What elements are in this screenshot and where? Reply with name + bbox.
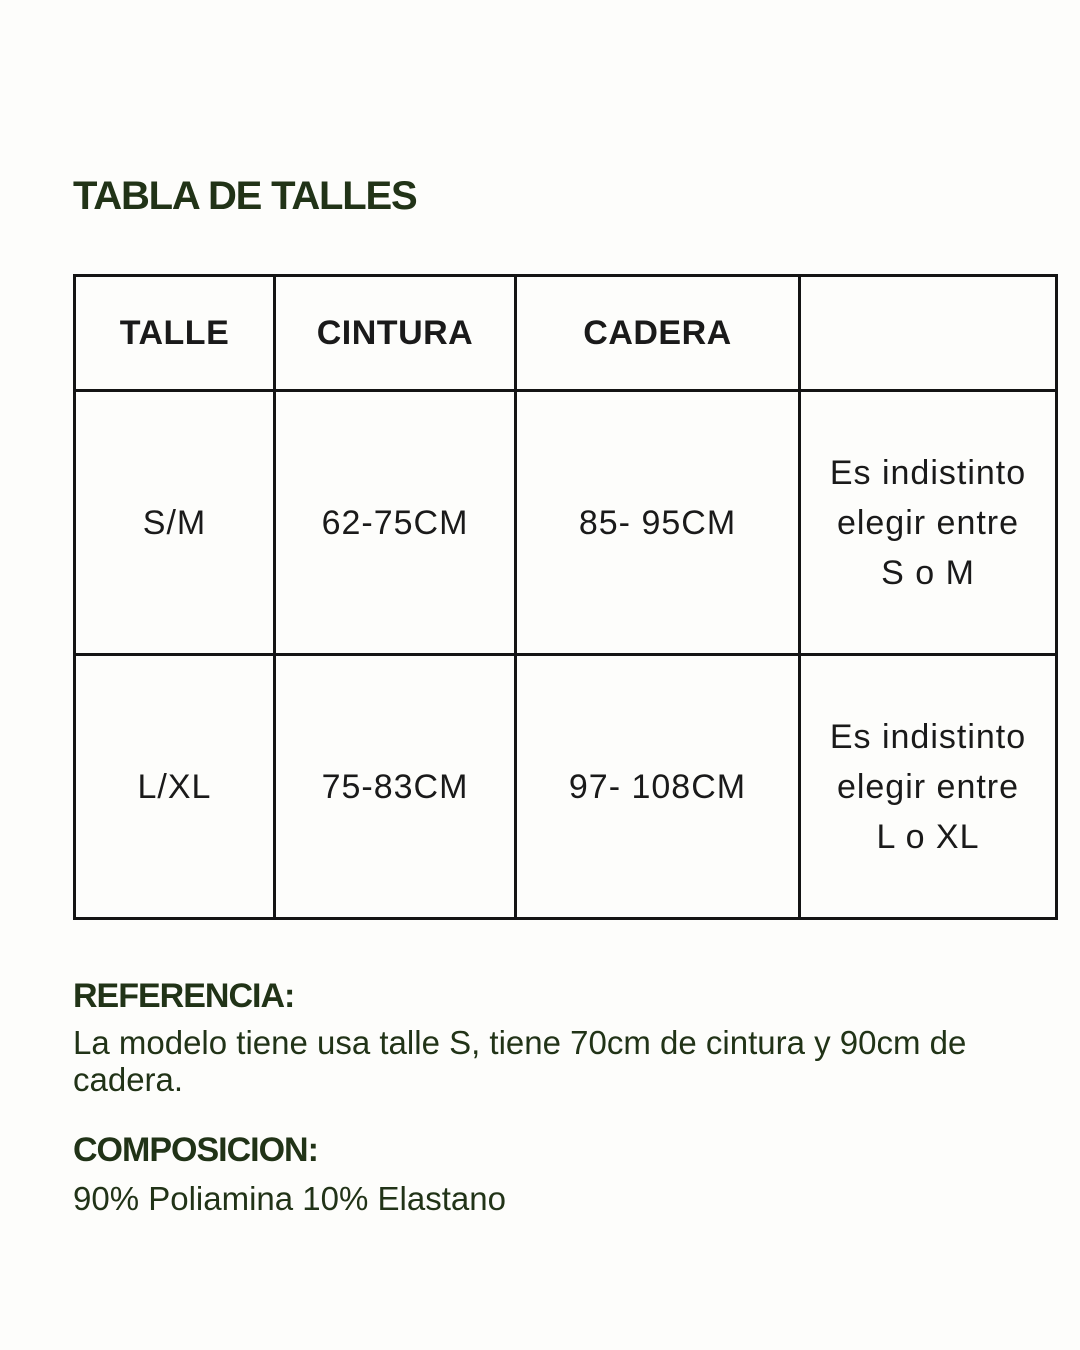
note-line: Es indistinto xyxy=(829,453,1027,492)
note-line: Es indistinto xyxy=(829,717,1027,756)
talle-cell: S/M xyxy=(75,391,275,655)
table-header-row xyxy=(75,276,1057,391)
composition-text: 90% Poliamina 10% Elastano xyxy=(73,1180,506,1217)
cintura-cell: 62-75CM xyxy=(275,391,516,655)
note-line: elegir entre xyxy=(836,767,1020,806)
cadera-cell: 85- 95CM xyxy=(516,391,800,655)
reference-heading: REFERENCIA: xyxy=(73,977,295,1015)
page-title: TABLA DE TALLES xyxy=(73,174,417,218)
cintura-cell: 75-83CM xyxy=(275,655,516,919)
note-line: L o XL xyxy=(876,817,980,856)
note-line: elegir entre xyxy=(836,503,1020,542)
column-header-note xyxy=(800,276,1057,391)
column-header-cintura: CINTURA xyxy=(275,276,516,391)
size-table xyxy=(73,274,1058,920)
table-row xyxy=(75,391,1057,655)
table-row xyxy=(75,655,1057,919)
note-cell xyxy=(800,391,1057,655)
note-cell xyxy=(800,655,1057,919)
talle-cell: L/XL xyxy=(75,655,275,919)
composition-heading: COMPOSICION: xyxy=(73,1131,318,1169)
reference-text: La modelo tiene usa talle S, tiene 70cm de cintura y 90cm de cadera. xyxy=(73,1024,967,1098)
column-header-talle: TALLE xyxy=(75,276,275,391)
column-header-cadera: CADERA xyxy=(516,276,800,391)
note-line: S o M xyxy=(881,553,975,592)
cadera-cell: 97- 108CM xyxy=(516,655,800,919)
